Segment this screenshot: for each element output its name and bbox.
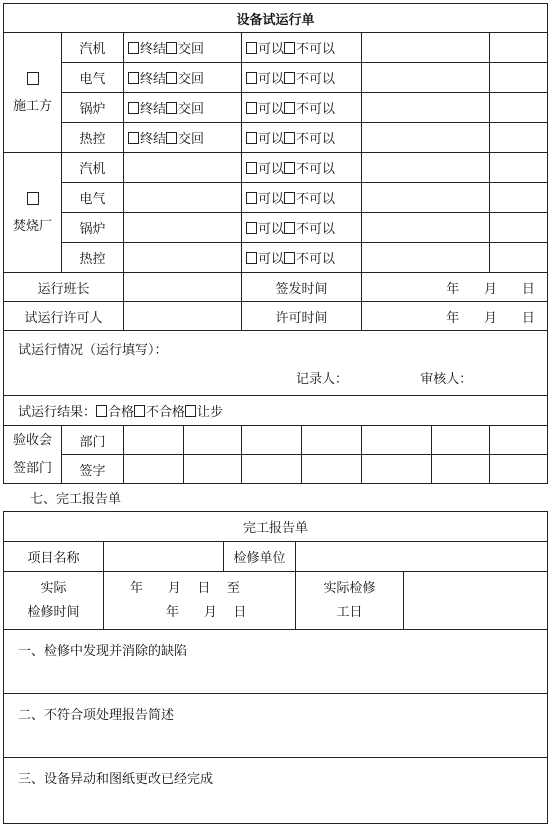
checkbox[interactable] xyxy=(246,132,257,144)
blank-cell[interactable] xyxy=(362,183,490,213)
permit-person-field[interactable] xyxy=(124,302,242,331)
blank-cell[interactable] xyxy=(490,213,548,243)
permit-options: 可以 不可以 xyxy=(242,153,362,183)
blank-cell[interactable] xyxy=(124,183,242,213)
checkbox[interactable] xyxy=(128,102,139,114)
blank-cell[interactable] xyxy=(490,153,548,183)
checkbox[interactable] xyxy=(284,132,295,144)
permit-options: 可以 不可以 xyxy=(242,33,362,63)
status-options: 终结 交回 xyxy=(124,33,242,63)
dept-field[interactable] xyxy=(242,426,302,455)
defects-section[interactable] xyxy=(4,630,548,694)
sign-field[interactable] xyxy=(124,455,184,484)
dept-field[interactable] xyxy=(302,426,362,455)
sign-label: 签字 xyxy=(62,455,124,484)
checkbox[interactable] xyxy=(166,42,177,54)
blank-cell[interactable] xyxy=(490,63,548,93)
repair-unit-field[interactable] xyxy=(296,542,548,572)
checkbox[interactable] xyxy=(128,72,139,84)
project-name-field[interactable] xyxy=(104,542,224,572)
acceptance-label: 验收会 签部门 xyxy=(4,426,62,484)
checkbox[interactable] xyxy=(246,162,257,174)
permit-options: 可以 不可以 xyxy=(242,183,362,213)
system-label: 热控 xyxy=(62,243,124,273)
blank-cell[interactable] xyxy=(490,183,548,213)
contractor-row xyxy=(4,123,548,153)
blank-cell[interactable] xyxy=(362,33,490,63)
blank-cell[interactable] xyxy=(362,153,490,183)
permit-options: 可以 不可以 xyxy=(242,123,362,153)
permit-person-label: 试运行许可人 xyxy=(4,302,124,331)
checkbox[interactable] xyxy=(128,132,139,144)
dept-label: 部门 xyxy=(62,426,124,455)
status-options: 终结 交回 xyxy=(124,63,242,93)
reviewer-label: 审核人： xyxy=(420,372,473,387)
blank-cell[interactable] xyxy=(362,243,490,273)
permit-options: 可以 不可以 xyxy=(242,213,362,243)
situation-label: 试运行情况（运行填写）： xyxy=(18,343,168,358)
contractor-cell xyxy=(4,33,62,153)
nonconformance-heading: 二、不符合项处理报告简述 xyxy=(18,708,175,723)
sign-field[interactable] xyxy=(490,455,548,484)
checkbox[interactable] xyxy=(284,102,295,114)
completion-title: 完工报告单 xyxy=(4,512,548,542)
system-label: 汽机 xyxy=(62,153,124,183)
blank-cell[interactable] xyxy=(124,153,242,183)
checkbox[interactable] xyxy=(185,405,196,417)
checkbox[interactable] xyxy=(166,72,177,84)
blank-cell[interactable] xyxy=(490,123,548,153)
checkbox[interactable] xyxy=(128,42,139,54)
sign-field[interactable] xyxy=(362,455,432,484)
workday-field[interactable] xyxy=(404,572,548,630)
checkbox[interactable] xyxy=(246,72,257,84)
status-options: 终结 交回 xyxy=(124,123,242,153)
checkbox[interactable] xyxy=(166,102,177,114)
section7-heading: 七、完工报告单 xyxy=(30,492,122,507)
contractor-checkbox[interactable] xyxy=(27,72,39,85)
checkbox[interactable] xyxy=(246,192,257,204)
blank-cell[interactable] xyxy=(124,213,242,243)
situation-section[interactable] xyxy=(4,331,548,396)
trial-run-form xyxy=(3,3,548,484)
blank-cell[interactable] xyxy=(362,213,490,243)
blank-cell[interactable] xyxy=(490,93,548,123)
status-options: 终结 交回 xyxy=(124,93,242,123)
sign-field[interactable] xyxy=(184,455,242,484)
plant-row xyxy=(4,183,548,213)
permit-options: 可以 不可以 xyxy=(242,93,362,123)
sign-field[interactable] xyxy=(302,455,362,484)
result-label: 试运行结果： xyxy=(18,405,97,420)
dept-field[interactable] xyxy=(362,426,432,455)
actual-time-label: 实际 检修时间 xyxy=(4,572,104,630)
checkbox[interactable] xyxy=(284,162,295,174)
contractor-row xyxy=(4,93,548,123)
plant-cell xyxy=(4,153,62,273)
blank-cell[interactable] xyxy=(362,93,490,123)
nonconformance-section[interactable] xyxy=(4,694,548,758)
issue-date-field[interactable]: 年 月 日 xyxy=(362,273,548,302)
checkbox[interactable] xyxy=(246,42,257,54)
plant-label: 焚烧厂 xyxy=(12,218,52,234)
completion-report-form xyxy=(3,511,548,824)
contractor-row xyxy=(4,63,548,93)
equipment-change-heading: 三、设备异动和图纸更改已经完成 xyxy=(18,772,214,787)
system-label: 汽机 xyxy=(62,33,124,63)
workday-label: 实际检修 工日 xyxy=(296,572,404,630)
permit-options: 可以 不可以 xyxy=(242,63,362,93)
blank-cell[interactable] xyxy=(362,123,490,153)
checkbox[interactable] xyxy=(246,252,257,264)
system-label: 电气 xyxy=(62,63,124,93)
actual-time-field[interactable]: 年 月 日 至 年 月 日 xyxy=(104,572,296,630)
checkbox[interactable] xyxy=(284,42,295,54)
result-row: 试运行结果： 合格 不合格 让步 xyxy=(4,396,548,426)
checkbox[interactable] xyxy=(284,222,295,234)
contractor-label: 施工方 xyxy=(12,98,52,114)
checkbox[interactable] xyxy=(284,252,295,264)
sign-field[interactable] xyxy=(432,455,490,484)
trial-form-title: 设备试运行单 xyxy=(4,4,548,33)
shift-leader-label: 运行班长 xyxy=(4,273,124,302)
checkbox[interactable] xyxy=(284,192,295,204)
shift-leader-field[interactable] xyxy=(124,273,242,302)
checkbox[interactable] xyxy=(284,72,295,84)
system-label: 电气 xyxy=(62,183,124,213)
dept-field[interactable] xyxy=(124,426,184,455)
plant-row xyxy=(4,243,548,273)
project-name-label: 项目名称 xyxy=(4,542,104,572)
dept-field[interactable] xyxy=(184,426,242,455)
permit-options: 可以 不可以 xyxy=(242,243,362,273)
permit-date-field[interactable]: 年 月 日 xyxy=(362,302,548,331)
contractor-row xyxy=(4,33,548,63)
equipment-change-section[interactable] xyxy=(4,758,548,824)
blank-cell[interactable] xyxy=(490,243,548,273)
issue-time-label: 签发时间 xyxy=(242,273,362,302)
defects-heading: 一、检修中发现并消除的缺陷 xyxy=(18,644,188,659)
system-label: 热控 xyxy=(62,123,124,153)
sign-field[interactable] xyxy=(242,455,302,484)
blank-cell[interactable] xyxy=(124,243,242,273)
system-label: 锅炉 xyxy=(62,213,124,243)
dept-field[interactable] xyxy=(432,426,490,455)
plant-row xyxy=(4,213,548,243)
blank-cell[interactable] xyxy=(362,63,490,93)
system-label: 锅炉 xyxy=(62,93,124,123)
plant-checkbox[interactable] xyxy=(27,192,39,205)
recorder-label: 记录人： xyxy=(296,372,349,387)
checkbox[interactable] xyxy=(134,405,145,417)
checkbox[interactable] xyxy=(166,132,177,144)
permit-time-label: 许可时间 xyxy=(242,302,362,331)
checkbox[interactable] xyxy=(96,405,107,417)
plant-row xyxy=(4,153,548,183)
blank-cell[interactable] xyxy=(490,33,548,63)
dept-field[interactable] xyxy=(490,426,548,455)
checkbox[interactable] xyxy=(246,222,257,234)
checkbox[interactable] xyxy=(246,102,257,114)
repair-unit-label: 检修单位 xyxy=(224,542,296,572)
